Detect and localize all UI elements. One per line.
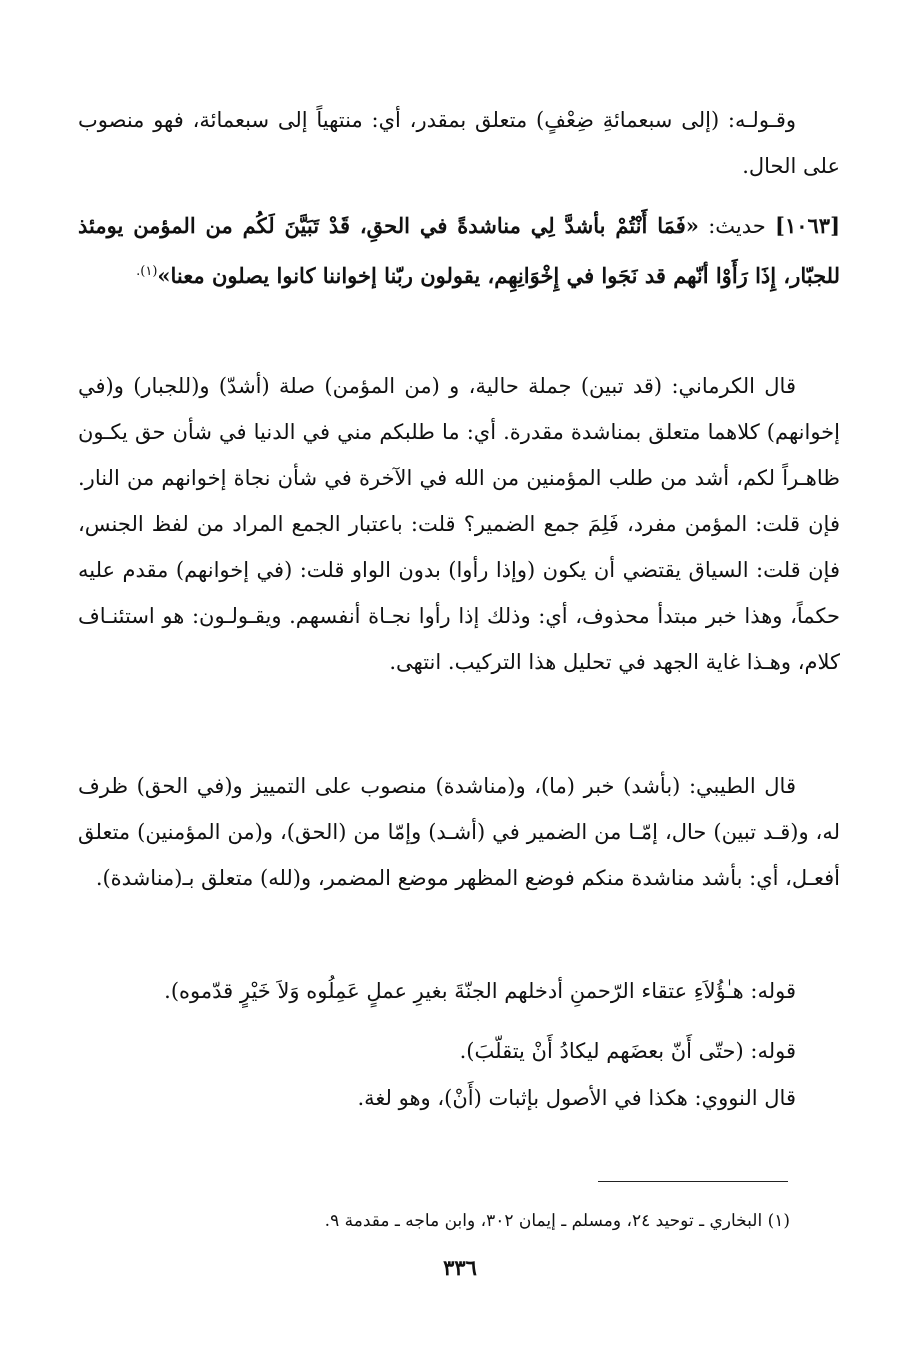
page-number: ٣٣٦	[443, 1255, 477, 1280]
footnote-separator	[598, 1181, 788, 1182]
hadith-number: [١٠٦٣]	[775, 213, 840, 238]
paragraph-kirmani: قال الكرماني: (قد تبين) جملة حالية، و (من المؤمن) صلة (أشدّ) و(للجبار) و(في إخوانهم) كلاهما متعلق بمناشدة مقدرة. أي: ما طلبكم مني في الدنيا في شأن حق يكـون ظاهـراً لكم، أشد من طلب المؤمنين من الله في الآخرة في شأن نجاة إخوانهم من النار. فإن قلت: المؤمن مفرد، فَلِمَ جمع الضمير؟ قلت: باعتبار الجمع المراد من لفظ الجنس، فإن قلت: السياق يقتضي أن يكون (وإذا رأوا) بدون الواو قلت: (في إخوانهم) مقدم عليه حكماً، وهذا خبر مبتدأ محذوف، أي: وذلك إذا رأوا نجـاة أنفسهم. ويقـولـون: هو استئنـاف كلام، وهـذا غاية الجهد في تحليل هذا التركيب. انتهى.	[78, 374, 840, 674]
paragraph-nawawi: قال النووي: هكذا في الأصول بإثبات (أَنْ)، وهو لغة.	[357, 1086, 796, 1110]
footnote: (١) البخاري ـ توحيد ٢٤، ومسلم ـ إيمان ٣٠٢، وابن ماجه ـ مقدمة ٩.	[324, 1211, 790, 1231]
hadith-paragraph	[78, 203, 840, 299]
paragraph-sabaamiah: وقـولـه: (إلى سبعمائةِ ضِعْفٍ) متعلق بمقدر، أي: منتهياً إلى سبعمائة، فهو منصوب على الحال.	[78, 108, 840, 178]
paragraph-tibi: قال الطيبي: (بأشد) خبر (ما)، و(مناشدة) منصوب على التمييز و(في الحق) ظرف له، و(قـد تبين) حال، إمّـا من الضمير في (أشـد) وإمّا من (الحق)، و(من المؤمنين) متعلق أفعـل، أي: بأشد مناشدة منكم فوضع المظهر موضع المضمر، و(لله) متعلق بـ(مناشدة).	[78, 774, 840, 890]
paragraph-qawluhu-hatta: قوله: (حتّى أَنّ بعضَهم ليكادُ أَنْ يتقلّبَ).	[459, 1039, 796, 1063]
paragraph-qawluhu-utaqa: قوله: هـٰؤُلاَءِ عتقاء الرّحمنِ أدخلهم الجنّةَ بغيرِ عملٍ عَمِلُوه وَلاَ خَيْرٍ قدّموه).	[164, 979, 796, 1003]
footnote-marker: (١).	[136, 264, 158, 279]
hadith-text: «فَمَا أَنْتُمْ بأشدَّ لِي مناشدةً في الحقِ، قَدْ تَبَيَّنَ لَكُم من المؤمن يومئذ للجبّار، إِذَا رَأَوْا أنّهم قد نَجَوا في إِخْوَانِهِم، يقولون ربّنا إخواننا كانوا يصلون معنا»	[78, 213, 840, 288]
hadith-label: حديث:	[708, 214, 766, 238]
